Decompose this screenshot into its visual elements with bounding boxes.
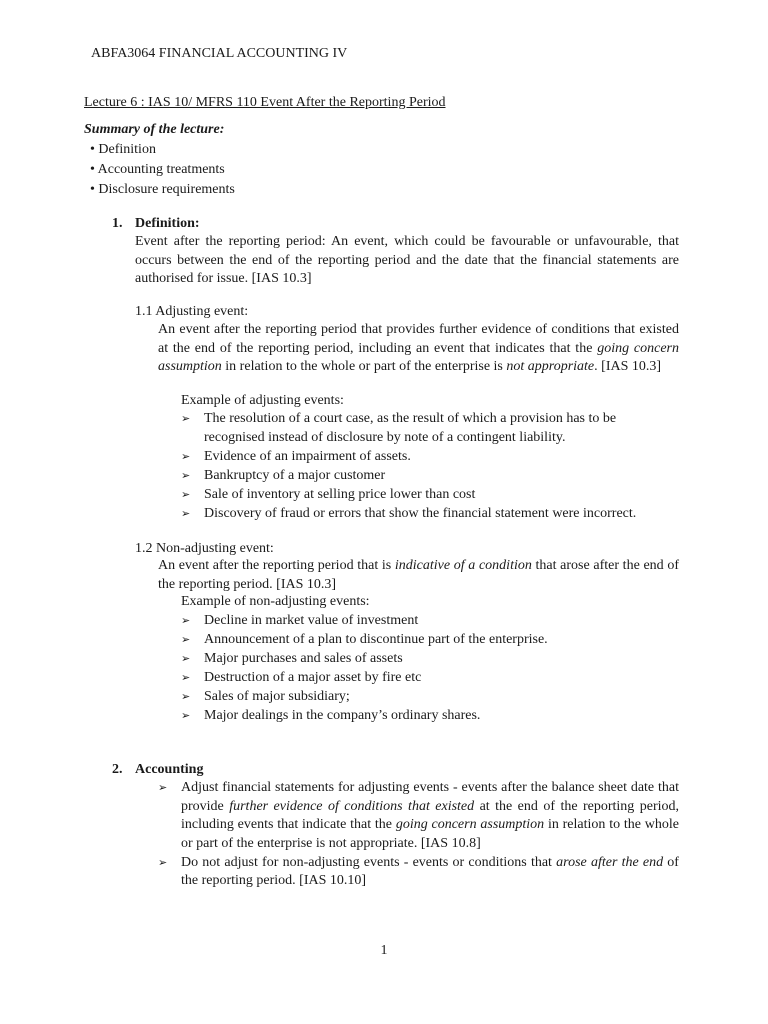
- arrow-bullet-icon: ➢: [181, 412, 191, 425]
- accounting-list: [158, 779, 679, 891]
- summary-title: Summary of the lecture:: [84, 122, 225, 137]
- list-item: ➢ Discovery of fraud or errors that show the financial statement were incorrect.: [181, 505, 679, 524]
- list-item: ➢ Bankruptcy of a major customer: [181, 467, 679, 486]
- examples-title-adjusting: Example of adjusting events:: [181, 393, 344, 408]
- list-item: ➢ Destruction of a major asset by fire etc: [181, 669, 679, 688]
- arrow-bullet-icon: ➢: [158, 855, 168, 869]
- list-item: ➢ Sales of major subsidiary;: [181, 688, 679, 707]
- examples-title-non-adjusting: Example of non-adjusting events:: [181, 594, 370, 609]
- arrow-bullet-icon: ➢: [181, 506, 191, 520]
- arrow-bullet-icon: ➢: [181, 449, 191, 463]
- section-number: 2.: [112, 762, 123, 777]
- summary-list: [90, 141, 235, 201]
- definition-paragraph: Event after the reporting period: An event, which could be favourable or unfavourable, that occurs between the end of the reporting period and the date that the financial statements are authorised for issue. [IAS 10.3]: [135, 234, 679, 286]
- list-item: ➢ Evidence of an impairment of assets.: [181, 448, 679, 467]
- list-item: ➢ Major dealings in the company’s ordinary shares.: [181, 707, 679, 726]
- arrow-bullet-icon: ➢: [181, 468, 191, 482]
- arrow-bullet-icon: ➢: [158, 781, 168, 794]
- page-number: 1: [380, 943, 388, 958]
- adjusting-event-paragraph: An event after the reporting period that provides further evidence of conditions that existed at the end of the reporting period, including an event that indicates that the going concern assumption in relation to the whole or part of the enterprise is not appropriate. [IAS 10.3]: [158, 322, 679, 374]
- adjusting-examples-list: [181, 410, 679, 524]
- arrow-bullet-icon: ➢: [181, 709, 191, 722]
- list-item: ➢ Do not adjust for non-adjusting events - events or conditions that arose after the end of the reporting period. [IAS 10.10]: [158, 854, 679, 888]
- non-adjusting-examples-list: [181, 612, 679, 726]
- arrow-bullet-icon: ➢: [181, 671, 191, 684]
- arrow-bullet-icon: ➢: [181, 633, 191, 646]
- subsection-title-non-adjusting: 1.2 Non-adjusting event:: [135, 541, 274, 556]
- list-item: ➢ Sale of inventory at selling price lower than cost: [181, 486, 679, 505]
- lecture-title: Lecture 6 : IAS 10/ MFRS 110 Event After the Reporting Period: [84, 95, 446, 110]
- list-item: ➢ Decline in market value of investment: [181, 612, 679, 631]
- non-adjusting-event-paragraph: An event after the reporting period that is indicative of a condition that arose after the end of the reporting period. [IAS 10.3]: [158, 558, 679, 592]
- list-item: ➢ The resolution of a court case, as the result of which a provision has to be recognised instead of disclosure by note of a contingent liability.: [181, 411, 617, 445]
- arrow-bullet-icon: ➢: [181, 690, 191, 703]
- arrow-bullet-icon: ➢: [181, 487, 191, 501]
- list-item: ➢ Adjust financial statements for adjusting events - events after the balance sheet date that provide further evidence of conditions that existed at the end of the reporting period, including events that indicate that the going concern assumption in relation to the whole or part of the enterprise is not appropriate. [IAS 10.8]: [158, 780, 680, 851]
- summary-item: • Disclosure requirements: [90, 182, 235, 197]
- arrow-bullet-icon: ➢: [181, 652, 191, 665]
- course-code-title: ABFA3064 FINANCIAL ACCOUNTING IV: [91, 46, 348, 61]
- subsection-title-adjusting: 1.1 Adjusting event:: [135, 304, 249, 319]
- summary-item: • Accounting treatments: [90, 162, 225, 177]
- arrow-bullet-icon: ➢: [181, 614, 191, 627]
- section-heading-accounting: Accounting: [135, 762, 204, 777]
- summary-item: • Definition: [90, 142, 156, 157]
- list-item: ➢ Major purchases and sales of assets: [181, 650, 679, 669]
- section-heading-definition: Definition:: [135, 216, 200, 231]
- list-item: ➢ Announcement of a plan to discontinue part of the enterprise.: [181, 631, 679, 650]
- section-number: 1.: [112, 216, 123, 231]
